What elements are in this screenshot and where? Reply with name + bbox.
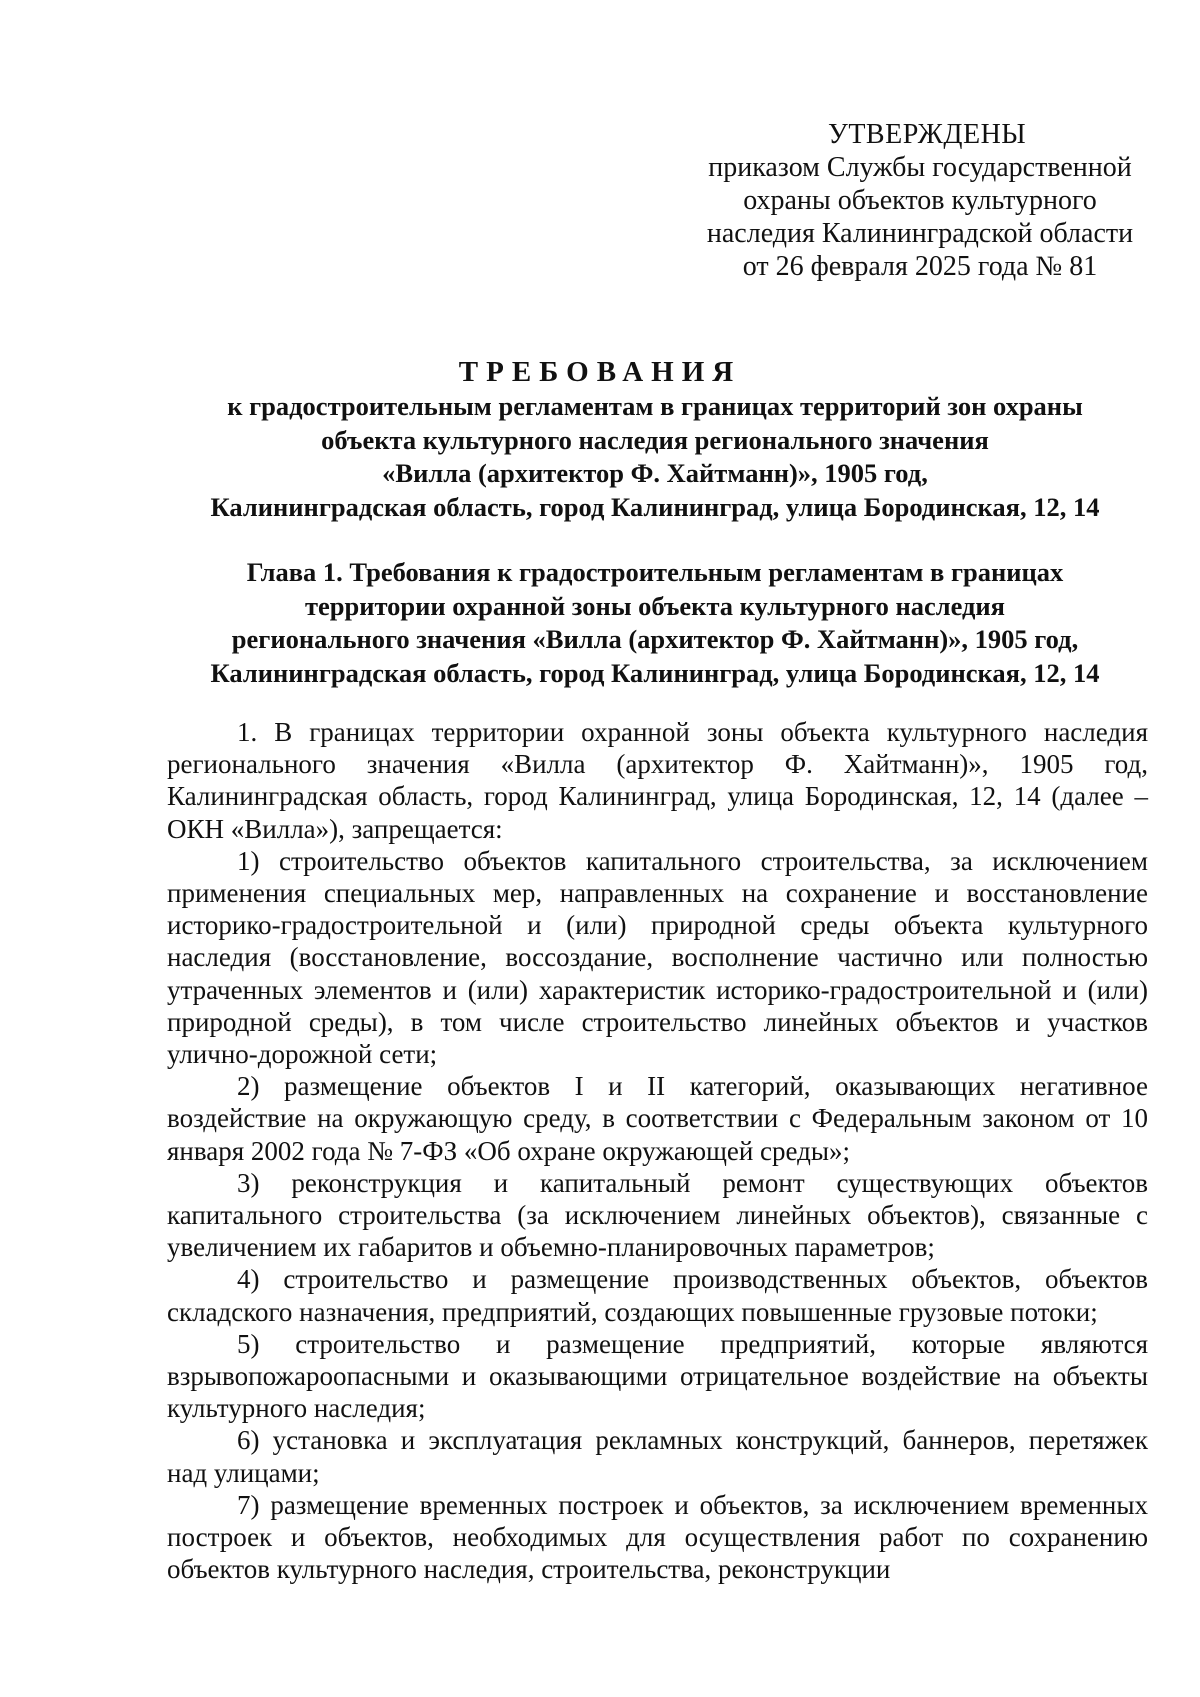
chapter-heading: [160, 556, 1150, 690]
list-item: 3) реконструкция и капитальный ремонт существующих объектов капитального строительства (за исключением линейных объектов), связанные с увеличением их габаритов и объемно-планировочных параметров;: [167, 1167, 1148, 1263]
list-item: 5) строительство и размещение предприятий, которые являются взрывопожароопасными и оказывающими отрицательное воздействие на объекты культурного наследия;: [167, 1328, 1148, 1424]
subtitle-line: «Вилла (архитектор Ф. Хайтманн)», 1905 год,: [382, 458, 928, 488]
approval-line: наследия Калининградской области: [706, 218, 1134, 249]
chapter-heading-line: Калининградская область, город Калининград, улица Бородинская, 12, 14: [210, 657, 1100, 688]
document-title: ТРЕБОВАНИЯ: [458, 356, 742, 388]
list-item: 1) строительство объектов капитального строительства, за исключением применения специальных мер, направленных на сохранение и восстановление историко-градостроительной и (или) природной среды объекта культурного наследия (восстановление, воссоздание, восполнение частично или полностью утраченных элементов и (или) характеристик историко-градостроительной и (или) природной среды), в том числе строительство линейных объектов и участков улично-дорожной сети;: [167, 845, 1148, 1070]
list-item: 7) размещение временных построек и объектов, за исключением временных построек и объектов, необходимых для осуществления работ по сохранению объектов культурного наследия, строительства, реконструкции: [167, 1489, 1148, 1585]
list-item: 6) установка и эксплуатация рекламных конструкций, баннеров, перетяжек над улицами;: [167, 1425, 1148, 1488]
approval-title: УТВЕРЖДЕНЫ: [828, 119, 1027, 150]
subtitle-line: объекта культурного наследия регионального значения: [321, 424, 989, 455]
subtitle-line: к градостроительным регламентам в границах территорий зон охраны: [227, 391, 1083, 421]
approval-line: охраны объектов культурного: [743, 185, 1097, 216]
approval-order-date: от 26 февраля 2025 года № 81: [742, 251, 1098, 282]
chapter-heading-line: территории охранной зоны объекта культурного наследия: [304, 590, 1006, 621]
chapter-heading-line: Глава 1. Требования к градостроительным регламентам в границах: [246, 557, 1064, 587]
document-body: [167, 716, 1148, 1585]
list-item: 4) строительство и размещение производственных объектов, объектов складского назначения, предприятий, создающих повышенные грузовые потоки;: [167, 1264, 1148, 1327]
document-subtitle: [160, 390, 1150, 524]
list-item: 2) размещение объектов I и II категорий, оказывающих негативное воздействие на окружающую среду, в соответствии с Федеральным законом от 10 января 2002 года № 7-ФЗ «Об охране окружающей среды»;: [167, 1071, 1148, 1166]
approval-block: [690, 118, 1150, 283]
chapter-heading-line: регионального значения «Вилла (архитектор Ф. Хайтманн)», 1905 год,: [231, 624, 1079, 654]
paragraph-intro: 1. В границах территории охранной зоны объекта культурного наследия регионального значения «Вилла (архитектор Ф. Хайтманн)», 1905 год, Калининградская область, город Калининград, улица Бородинская, 12, 14 (далее – ОКН «Вилла»), запрещается:: [167, 717, 1148, 844]
approval-line: приказом Службы государственной: [708, 152, 1132, 183]
subtitle-line: Калининградская область, город Калининград, улица Бородинская, 12, 14: [210, 491, 1100, 522]
